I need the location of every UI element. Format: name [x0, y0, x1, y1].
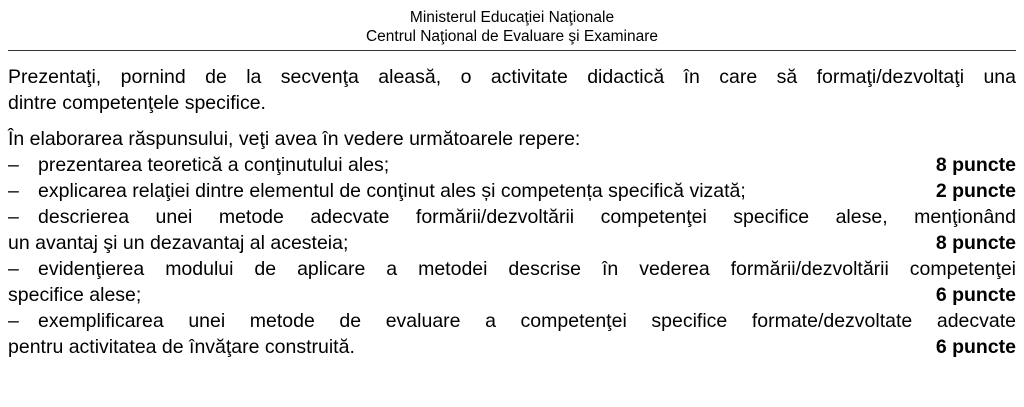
criterion-text: – evidenţierea modului de aplicare a metodei descrise în vederea formării/dezvoltării competenţei: [8, 258, 1016, 280]
criteria-lead: În elaborarea răspunsului, veţi avea în vedere următoarele repere:: [8, 128, 581, 150]
criterion-item: [8, 204, 1016, 256]
criterion-text: – descrierea unei metode adecvate formării/dezvoltării competenţei specifice alese, menţionând: [8, 206, 1016, 228]
task-line-2: dintre competenţele specifice.: [8, 92, 266, 114]
dash-marker: –: [8, 180, 19, 202]
criterion-text: – prezentarea teoretică a conţinutului ales;: [8, 154, 390, 176]
criterion-item: [8, 178, 1016, 204]
criterion-item: [8, 152, 1016, 178]
criterion-points: 2 puncte: [935, 180, 1016, 202]
center-name: Centrul Naţional de Evaluare şi Examinare: [365, 28, 659, 45]
criterion-item: [8, 308, 1016, 360]
dash-marker: –: [8, 258, 19, 280]
criterion-points: 8 puncte: [935, 232, 1016, 254]
criterion-text-cont: un avantaj şi un dezavantaj al acesteia;: [8, 232, 349, 254]
dash-marker: –: [8, 206, 19, 228]
criterion-item: [8, 256, 1016, 308]
criterion-points: 6 puncte: [935, 336, 1016, 358]
criterion-points: 6 puncte: [935, 284, 1016, 306]
criterion-text-cont: specifice alese;: [8, 284, 142, 306]
document-body: [0, 64, 1024, 360]
header-divider: [8, 50, 1016, 51]
dash-marker: –: [8, 154, 19, 176]
criterion-points: 8 puncte: [935, 154, 1016, 176]
task-line-1: Prezentaţi, pornind de la secvenţa aleasă, o activitate didactică în care să formaţi/dezvoltaţi una: [8, 66, 1016, 88]
criterion-text: – explicarea relaţiei dintre elementul de conţinut ales și competența specifică vizată;: [8, 180, 746, 202]
dash-marker: –: [8, 310, 19, 332]
document-header: [0, 0, 1024, 46]
criteria-list: [8, 126, 1016, 360]
ministry-name: Ministerul Educaţiei Naţionale: [409, 9, 615, 26]
criterion-text-cont: pentru activitatea de învăţare construită.: [8, 336, 355, 358]
task-statement: [8, 64, 1016, 116]
criterion-text: – exemplificarea unei metode de evaluare a competenţei specifice formate/dezvoltate adecvate: [8, 310, 1016, 332]
